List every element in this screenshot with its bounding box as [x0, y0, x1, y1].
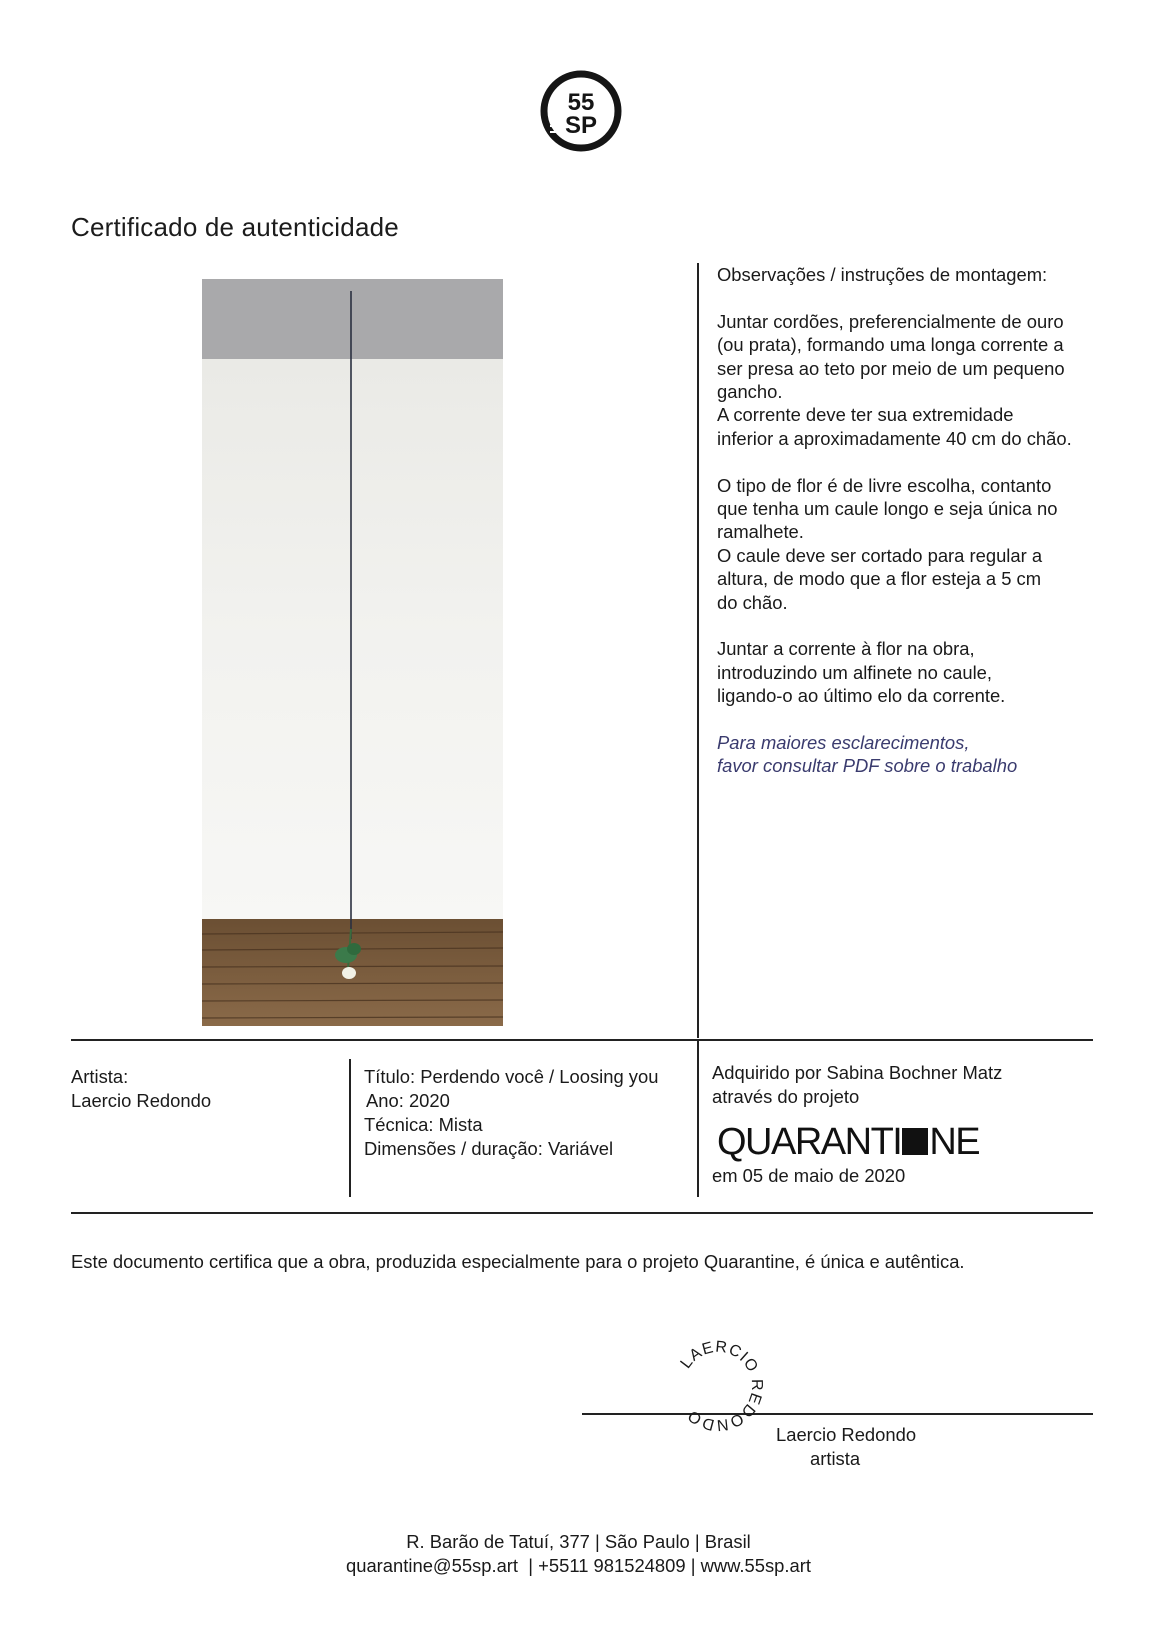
authenticity-statement: Este documento certifica que a obra, produzida especialmente para o projeto Quarantine, é única e autêntica.: [71, 1251, 965, 1272]
artist-name: Laercio Redondo: [71, 1090, 212, 1111]
acquired-by: Adquirido por Sabina Bochner Matz: [712, 1062, 1003, 1083]
instructions-line: O caule deve ser cortado para regular a: [717, 544, 1043, 566]
svg-text:LAERCIO REDONDO: [678, 1339, 766, 1434]
work-title: Título: Perdendo você / Loosing you: [364, 1066, 659, 1087]
acquired-via: através do projeto: [712, 1086, 860, 1107]
more-info-line: Para maiores esclarecimentos,: [717, 732, 970, 754]
quarantine-logo-right: NE: [929, 1121, 980, 1163]
artist-label: Artista:: [71, 1066, 129, 1087]
instructions-paragraph-3: [717, 637, 1137, 707]
instructions-line: introduzindo um alfinete no caule,: [717, 661, 993, 683]
instructions-line: ligando-o ao último elo da corrente.: [717, 685, 1006, 707]
instructions-paragraph-1: [717, 310, 1137, 450]
mounting-instructions: [717, 263, 1137, 801]
instructions-paragraph-2: [717, 474, 1137, 614]
logo-text-top: 55: [567, 89, 595, 116]
signature-line: [582, 1413, 1093, 1415]
artwork-photo: [202, 279, 503, 1026]
document-title: Certificado de autenticidade: [71, 212, 399, 242]
footer: [0, 1530, 1157, 1578]
instructions-line: do chão.: [717, 591, 788, 613]
more-info-note: [717, 731, 1137, 778]
section-divider-bottom: [71, 1212, 1093, 1214]
instructions-line: gancho.: [717, 381, 783, 403]
instructions-line: Juntar cordões, preferencialmente de ouro: [717, 310, 1064, 332]
seal-text: LAERCIO REDONDO: [677, 1338, 766, 1434]
gallery-logo: [540, 70, 622, 152]
instructions-line: A corrente deve ter sua extremidade: [717, 404, 1014, 426]
instructions-line: ser presa ao teto por meio de um pequeno: [717, 357, 1065, 379]
footer-contact: quarantine@55sp.art | +5511 981524809 | www.55sp.art: [346, 1555, 811, 1576]
signer-role: artista: [810, 1448, 861, 1469]
work-technique: Técnica: Mista: [364, 1114, 483, 1135]
quarantine-logo: [717, 1122, 979, 1162]
footer-address: R. Barão de Tatuí, 377 | São Paulo | Brasil: [406, 1531, 751, 1552]
instructions-heading: Observações / instruções de montagem:: [717, 264, 1048, 285]
quarantine-logo-left: QUARANTI: [717, 1121, 902, 1163]
quarantine-logo-square: [902, 1128, 928, 1155]
logo-text-bottom: SP: [564, 112, 598, 139]
column-divider: [697, 263, 699, 1038]
instructions-line: que tenha um caule longo e seja única no: [717, 498, 1058, 520]
info-divider-right: [697, 1039, 699, 1197]
more-info-line: favor consultar PDF sobre o trabalho: [717, 755, 1018, 777]
signer-name: Laercio Redondo: [776, 1424, 917, 1445]
acquisition-date: em 05 de maio de 2020: [712, 1165, 906, 1186]
work-dimensions: Dimensões / duração: Variável: [364, 1138, 614, 1159]
instructions-line: O tipo de flor é de livre escolha, contanto: [717, 474, 1052, 496]
artist-signature-seal: [668, 1336, 768, 1436]
section-divider-top: [71, 1039, 1093, 1041]
instructions-line: ramalhete.: [717, 521, 804, 543]
instructions-line: inferior a aproximadamente 40 cm do chão.: [717, 427, 1072, 449]
instructions-line: Juntar a corrente à flor na obra,: [717, 638, 975, 660]
instructions-line: altura, de modo que a flor esteja a 5 cm: [717, 568, 1042, 590]
instructions-line: (ou prata), formando uma longa corrente a: [717, 334, 1064, 356]
work-year: Ano: 2020: [366, 1090, 450, 1111]
info-divider-left: [349, 1059, 351, 1197]
